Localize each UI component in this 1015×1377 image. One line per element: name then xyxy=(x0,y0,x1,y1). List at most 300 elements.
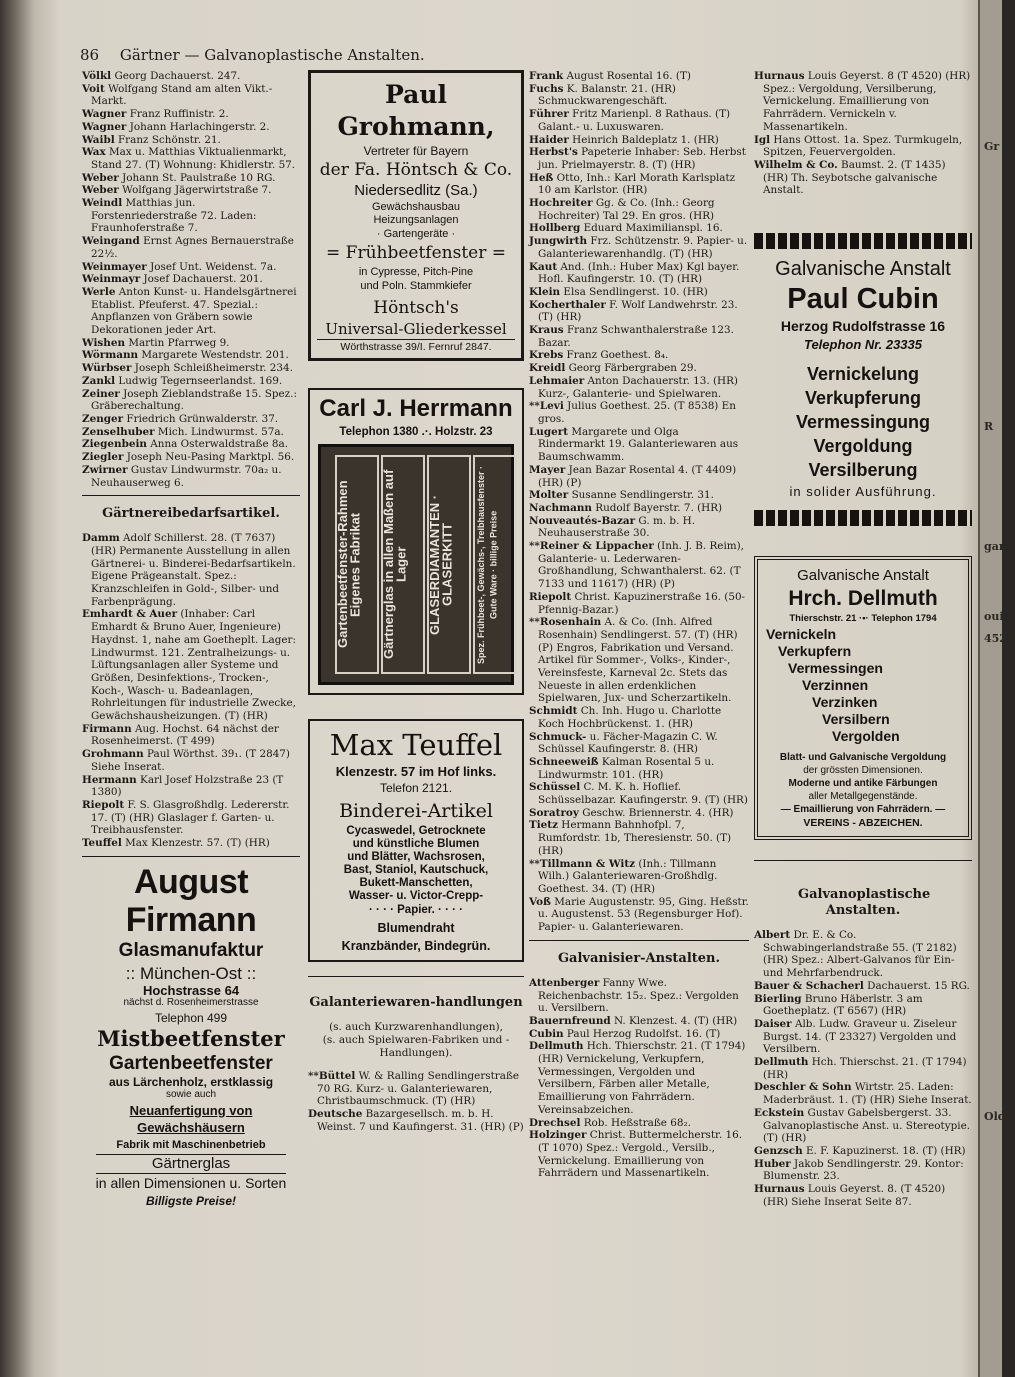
ad-title: Paul Cubin xyxy=(787,283,939,316)
directory-entry xyxy=(82,235,300,260)
entry-name: Krebs xyxy=(529,349,564,362)
directory-entry xyxy=(82,184,300,197)
entry-details: Joseph Neu-Pasing Marktpl. 56. xyxy=(123,451,295,464)
directory-entry xyxy=(754,993,972,1018)
ad-line: nächst d. Rosenheimerstrasse xyxy=(123,997,259,1009)
crate-slat: GLASERDIAMANTEN · GLASERKITT xyxy=(427,455,471,674)
ad-line: Wörthstrasse 39/I. Fernruf 2847. xyxy=(317,339,515,354)
entry-details: Franz Goethest. 8₄. xyxy=(563,349,669,362)
directory-entry xyxy=(529,591,749,616)
directory-entry xyxy=(529,807,749,820)
section-title: Gärtnereibedarfsartikel. xyxy=(102,506,280,522)
entries-list xyxy=(308,1070,524,1134)
directory-entry xyxy=(529,400,749,425)
entry-name: **Büttel xyxy=(308,1070,356,1082)
directory-entry xyxy=(754,1158,972,1183)
entry-name: **Levi xyxy=(529,400,564,413)
edge-text: ouis xyxy=(984,610,1010,623)
entry-name: Werle xyxy=(82,285,116,298)
entry-name: Mayer xyxy=(529,463,566,476)
directory-entry xyxy=(529,426,749,464)
ad-line: in solider Ausführung. xyxy=(789,484,937,500)
ad-line: Höntsch's xyxy=(373,298,459,318)
edge-text: R xyxy=(984,420,994,433)
directory-entry xyxy=(529,197,749,222)
entry-details: Fritz Marienpl. 8 Rathaus. (T) Galant.- u. Luxuswaren. xyxy=(538,108,731,133)
crate-slat: Gartenbeetfenster-Rahmen Eigenes Fabrikat xyxy=(335,455,379,674)
entry-details: Dr. E. & Co. Schwabingerlandstraße 55. (T 2182) (HR) Spez.: Albert-Galvanos für Ein- und Mehrfarbendruck. xyxy=(763,929,957,980)
ad-line: Billigste Preise! xyxy=(145,1193,237,1208)
entry-name: Wax xyxy=(82,146,106,159)
ad-line: Blatt- und Galvanische Vergoldung xyxy=(779,752,947,764)
entry-details: Margarete und Olga Rindermarkt 19. Galanteriewaren aus Baumschwamm. xyxy=(538,425,739,464)
ad-line: Verzinken xyxy=(812,694,878,711)
entry-details: Papeterie Inhaber: Seb. Herbst jun. Prielmayerstr. 8. (T) (HR) xyxy=(538,146,746,171)
directory-entry xyxy=(754,980,972,993)
entry-name: Wagner xyxy=(82,108,127,121)
directory-entry xyxy=(82,723,300,748)
directory-entry xyxy=(82,349,300,362)
column-3 xyxy=(529,70,749,1180)
entry-details: (Inhaber: Carl Emhardt & Bruno Auer, Ingenieure) Haydnst. 1, nahe am Goetheplt. Lager: Lindwurmst. 121. Zentralheizungs- u. Lüftungsanlagen aller Systeme und Größen, Desinfektions-, Trocken-, Koch-, Wasch- u. Badeanlagen, Rohrleitungen für industrielle Zwecke, Gewächshausheizungen. (T) (HR) xyxy=(91,608,297,723)
ad-line: Gartenbeetfenster xyxy=(109,1053,273,1075)
entry-name: Riepolt xyxy=(529,590,572,603)
crate-illustration xyxy=(318,444,514,685)
directory-entry xyxy=(529,222,749,235)
directory-entry xyxy=(754,134,972,159)
directory-entry xyxy=(82,799,300,837)
entry-name: Daiser xyxy=(754,1017,792,1030)
entry-details: Gustav Lindwurmstr. 70a₂ u. Neuhauserweg 6. xyxy=(91,463,282,489)
entry-name: Weindl xyxy=(82,197,123,210)
divider xyxy=(82,495,300,496)
entry-name: Emhardt & Auer xyxy=(82,608,178,621)
ad-line: = Frühbeetfenster = xyxy=(326,243,506,263)
edge-text: Gr xyxy=(984,140,1000,153)
entry-name: Dellmuth xyxy=(529,1040,584,1053)
directory-entry xyxy=(82,438,300,451)
column-2 xyxy=(308,70,524,1134)
entry-details: Ludwig Tegernseerlandst. 169. xyxy=(115,374,283,387)
entry-name: Kraus xyxy=(529,324,564,337)
entry-details: Hch. Thierschst. 21. (T 1794) (HR) xyxy=(763,1056,967,1081)
entries-list xyxy=(529,70,749,934)
entry-details: Wirtstr. 25. Laden: Maderbräust. 1. (T) (HR) Siehe Inserat. xyxy=(763,1081,972,1107)
entry-name: Jungwirth xyxy=(529,235,588,248)
entry-name: Wagner xyxy=(82,120,127,133)
entry-details: Josef Dachauerst. 201. xyxy=(140,273,263,286)
directory-entry xyxy=(529,349,749,362)
ad-teuffel xyxy=(308,719,524,962)
directory-entry xyxy=(529,1117,749,1130)
directory-entry xyxy=(82,273,300,286)
ad-line: Telephon 499 xyxy=(154,1011,228,1026)
directory-entry xyxy=(529,1015,749,1028)
directory-entry xyxy=(529,756,749,781)
directory-entry xyxy=(529,108,749,133)
entry-details: F. Wolf Landwehrstr. 23. (T) (HR) xyxy=(538,298,738,324)
entry-name: Molter xyxy=(529,489,569,502)
entry-name: Führer xyxy=(529,108,569,121)
ad-line: in Cypresse, Pitch-Pine xyxy=(358,266,474,278)
entry-name: Dellmuth xyxy=(754,1056,809,1069)
ad-title: Max Teuffel xyxy=(329,728,503,762)
entry-name: Wörmann xyxy=(82,349,139,362)
directory-entry xyxy=(529,705,749,730)
entry-details: Aug. Hochst. 64 nächst der Rosenheimerst. (T 499) xyxy=(91,722,279,748)
entry-details: Baumst. 2. (T 1435) (HR) Th. Seybotsche galvanische Anstalt. xyxy=(763,158,946,197)
entry-details: Jean Bazar Rosental 4. (T 4409) (HR) (P) xyxy=(538,463,737,489)
entry-name: Hurnaus xyxy=(754,1183,805,1196)
entry-details: Mich. Lindwurmst. 57a. xyxy=(154,425,284,438)
entry-details: Hch. Thierschstr. 21. (T 1794) (HR) Vernickelung, Verkupfern, Vermessingen, Vergolden und Versilbern, Färben aller Metalle, Emaillierung von Fahrrädern. Vereinsabzeichen. xyxy=(538,1040,746,1116)
entry-name: Soratroy xyxy=(529,806,579,819)
entry-name: Voß xyxy=(529,895,551,908)
ad-line: Herzog Rudolfstrasse 16 xyxy=(780,318,946,335)
ad-line: Blumendraht xyxy=(377,921,455,935)
directory-entry xyxy=(529,489,749,502)
directory-entry xyxy=(529,375,749,400)
page-number: 86 xyxy=(80,46,100,64)
entry-details: Franz Schwanthalerstraße 123. Bazar. xyxy=(538,324,734,349)
entry-name: Frank xyxy=(529,70,564,82)
entry-name: Albert xyxy=(754,929,791,942)
entry-details: Bazargesellsch. m. b. H. Weinst. 7 und Kaufingerst. 31. (HR) (P) xyxy=(317,1108,524,1133)
page-header xyxy=(80,46,425,64)
entry-name: Ziegenbein xyxy=(82,438,147,451)
ad-line: Glasmanufaktur xyxy=(118,939,264,961)
entry-name: Klein xyxy=(529,285,561,298)
directory-entry xyxy=(308,1108,524,1133)
entry-name: Schneeweiß xyxy=(529,755,599,768)
entry-details: Kalman Rosental 5 u. Lindwurmstr. 101. (HR) xyxy=(538,755,715,781)
ad-line: Gewächshausbau xyxy=(371,201,461,213)
entry-name: Haider xyxy=(529,133,569,146)
entry-details: Gg. & Co. (Inh.: Georg Hochreiter) Tal 29. En gros. (HR) xyxy=(538,197,715,222)
ad-line: Versilberung xyxy=(808,460,918,481)
entry-details: Jakob Sendlingerstr. 29. Kontor: Blumenstr. 23. xyxy=(763,1157,964,1183)
ad-line: Verzinnen xyxy=(802,677,869,694)
directory-entry xyxy=(529,235,749,260)
entry-details: Dachauerst. 15 RG. xyxy=(863,979,970,992)
directory-entry xyxy=(529,616,749,705)
directory-entry xyxy=(529,134,749,147)
ad-firmann xyxy=(82,863,300,1210)
entry-details: Rudolf Bayerstr. 7. (HR) xyxy=(591,501,723,514)
entry-name: Hurnaus xyxy=(754,70,805,82)
entry-name: Voit xyxy=(82,82,105,95)
running-title: Gärtner — Galvanoplastische Anstalten. xyxy=(119,46,425,64)
ad-line: Universal-Gliederkessel xyxy=(325,320,507,338)
ad-line: und Blätter, Wachsrosen, xyxy=(347,851,485,863)
entry-details: Wolfgang Jägerwirtstraße 7. xyxy=(118,184,272,197)
entry-details: Geschw. Briennerstr. 4. (HR) xyxy=(578,806,734,819)
ad-line: Heizungsanlagen xyxy=(373,214,459,226)
next-page-edge xyxy=(978,0,1015,1377)
directory-entry xyxy=(529,502,749,515)
entry-name: Cubin xyxy=(529,1027,564,1040)
ad-line: Vermessingen xyxy=(788,660,883,677)
ad-line: Galvanische Anstalt xyxy=(797,567,929,585)
entry-name: Weinmayr xyxy=(82,273,141,286)
entry-name: Zenselhuber xyxy=(82,425,155,438)
entries-list xyxy=(82,532,300,850)
entry-details: u. Fächer-Magazin C. W. Schüssel Kaufingerstr. 8. (HR) xyxy=(538,730,718,756)
entry-details: Fanny Wwe. Reichenbachstr. 15₂. Spez.: Vergolden u. Versilbern. xyxy=(538,976,739,1015)
entry-details: Christ. Kapuzinerstraße 16. (50-Pfennig-Bazar.) xyxy=(538,590,746,616)
entry-details: Otto, Inh.: Karl Morath Karlsplatz 10 am Karlstor. (HR) xyxy=(538,171,736,197)
entry-name: Weinmayer xyxy=(82,260,147,273)
entries-list xyxy=(529,977,749,1180)
directory-entry xyxy=(82,121,300,134)
entry-details: Wolfgang Stand am alten Vikt.-Markt. xyxy=(91,82,273,108)
directory-entry xyxy=(529,540,749,591)
entry-details: C. M. K. h. Hoflief. Schüsselbazar. Kaufingerstr. 9. (T) (HR) xyxy=(538,781,748,807)
ad-title: Carl J. Herrmann xyxy=(319,395,513,422)
entry-name: Teuffel xyxy=(82,837,122,850)
entry-details: Margarete Westendstr. 201. xyxy=(138,349,289,362)
directory-entry xyxy=(529,858,749,896)
directory-entry xyxy=(529,286,749,299)
divider xyxy=(754,860,972,861)
entry-name: Weber xyxy=(82,184,119,197)
ad-line: Vernickeln xyxy=(766,626,837,643)
directory-entry xyxy=(754,1018,972,1056)
directory-entry xyxy=(529,324,749,349)
ad-line: VEREINS - ABZEICHEN. xyxy=(803,817,923,830)
entry-details: Marie Augustenstr. 95, Ging. Heßstr. u. Augustenst. 53 (Regensburger Hof). Papier- u. Galanteriewaren. xyxy=(538,895,749,934)
entry-details: Georg Dachauerst. 247. xyxy=(111,70,241,82)
entry-details: Matthias jun. Forstenriederstraße 72. Laden: Fraunhoferstraße 7. xyxy=(91,197,257,235)
entries-list xyxy=(754,70,972,197)
entry-name: Damm xyxy=(82,532,120,545)
entry-name: Deschler & Sohn xyxy=(754,1081,852,1094)
entry-details: Karl Josef Holzstraße 23 (T 1380) xyxy=(91,773,284,799)
entry-name: Eckstein xyxy=(754,1106,805,1119)
directory-entry xyxy=(529,819,749,857)
entry-details: Joseph Zieblandstraße 15. Spez.: Gräberechaltung. xyxy=(91,387,297,413)
entry-details: W. & Ralling Sendlingerstraße 70 RG. Kurz- u. Galanteriewaren, Christbaumschmuck. (T) (HR) xyxy=(317,1070,520,1108)
entry-details: Eduard Maximilianspl. 16. xyxy=(580,222,723,235)
entry-name: Waibl xyxy=(82,133,115,146)
directory-entry xyxy=(529,1129,749,1180)
section-title: Galanteriewaren-handlungen xyxy=(309,995,523,1010)
entry-name: Deutsche xyxy=(308,1108,363,1121)
directory-entry xyxy=(82,837,300,850)
entry-details: Frz. Schützenstr. 9. Papier- u. Galanteriewarenhandlg. (T) (HR) xyxy=(538,235,748,260)
entry-name: Igl xyxy=(754,133,771,146)
column-4 xyxy=(754,70,972,1209)
directory-entry xyxy=(529,1040,749,1116)
directory-entry xyxy=(754,159,972,197)
entry-name: Bauer & Schacherl xyxy=(754,979,864,992)
entry-name: Wishen xyxy=(82,336,126,349)
entry-name: **Reiner & Lippacher xyxy=(529,540,654,553)
directory-entry xyxy=(308,1070,524,1108)
entry-details: (Inh. J. B. Reim), Galanterie- u. Lederwaren-Großhandlung, Schwanthalerst. 62. (T 7133 und 11617) (HR) (P) xyxy=(538,540,744,591)
entry-name: Schüssel xyxy=(529,781,581,794)
entry-details: Alb. Ludw. Graveur u. Ziseleur Burgst. 14. (T 23327) Vergolden und Versilbern. xyxy=(763,1017,957,1056)
directory-entry xyxy=(754,1081,972,1106)
ad-line: · · · · Papier. · · · · xyxy=(369,904,463,916)
ad-cubin xyxy=(754,233,972,526)
entry-name: Nachmann xyxy=(529,501,592,514)
section-title: Galvanoplastische Anstalten. xyxy=(798,887,931,919)
entry-details: Max Klenzestr. 57. (T) (HR) xyxy=(121,837,270,850)
directory-entry xyxy=(529,172,749,197)
crate-slat: Gärtnerglas in allen Maßen auf Lager xyxy=(381,455,425,674)
directory-entry xyxy=(82,375,300,388)
directory-entry xyxy=(529,731,749,756)
entry-name: Ziegler xyxy=(82,451,124,464)
directory-entry xyxy=(82,426,300,439)
ad-line: — Emaillierung von Fahrrädern. — xyxy=(780,804,946,816)
entry-details: Heinrich Baldeplatz 1. (HR) xyxy=(568,133,719,146)
ad-line: aller Metallgegenstände. xyxy=(808,791,918,803)
entry-details: Georg Färbergraben 29. xyxy=(565,362,697,375)
entry-name: Hochreiter xyxy=(529,197,593,210)
entry-details: N. Klenzest. 4. (T) (HR) xyxy=(610,1014,738,1027)
directory-entry xyxy=(529,70,749,83)
entry-name: Firmann xyxy=(82,722,132,735)
directory-entry xyxy=(82,83,300,108)
entry-details: Elsa Sendlingerst. 10. (HR) xyxy=(560,285,708,298)
ad-line: Klenzestr. 57 im Hof links. xyxy=(335,764,497,779)
ad-line: Vergoldung xyxy=(813,436,913,457)
entry-name: Schmuck- xyxy=(529,730,587,743)
checker-border xyxy=(754,510,972,526)
entry-details: Friedrich Grünwalderstr. 37. xyxy=(123,412,279,425)
entry-name: Heß xyxy=(529,171,554,184)
directory-entry xyxy=(82,197,300,235)
ad-line: Kranzbänder, Bindegrün. xyxy=(341,939,491,953)
directory-entry xyxy=(82,261,300,274)
entry-name: Hermann xyxy=(82,773,137,786)
directory-entry xyxy=(529,261,749,286)
entry-details: Louis Geyerst. 8 (T 4520) (HR) Spez.: Vergoldung, Versilberung, Vernickelung. Emaillierung von Fahrrädern. Vernickeln v. Massenartikeln. xyxy=(763,70,971,133)
ad-line: Verkupfern xyxy=(778,643,852,660)
entry-details: Paul Wörthst. 39₁. (T 2847) Siehe Inserat. xyxy=(91,748,290,773)
edge-text: 4520 xyxy=(984,632,1015,645)
entry-details: Bruno Häberlstr. 3 am Goetheplatz. (T 6567) (HR) xyxy=(763,992,923,1018)
entry-name: Völkl xyxy=(82,70,112,82)
directory-entry xyxy=(529,362,749,375)
ad-line: Versilbern xyxy=(822,711,890,728)
entry-name: Genzsch xyxy=(754,1144,803,1157)
ad-line: Bukett-Manschetten, xyxy=(359,877,473,889)
directory-entry xyxy=(529,299,749,324)
directory-entry xyxy=(529,146,749,171)
directory-entry xyxy=(82,388,300,413)
entry-details: Anna Osterwaldstraße 8a. xyxy=(146,438,289,451)
entry-name: Hollberg xyxy=(529,222,581,235)
entry-details: Anton Kunst- u. Handelsgärtnerei Etablist. Pfeuferst. 47. Spezial.: Anpflanzen von Gräbern sowie Dekorationen jeder Art. xyxy=(91,285,297,337)
ad-body xyxy=(754,251,972,508)
ad-title: August Firmann xyxy=(125,862,257,939)
ad-line: und künstliche Blumen xyxy=(352,838,480,850)
section-title: Galvanisier-Anstalten. xyxy=(557,950,721,966)
directory-entry xyxy=(82,134,300,147)
directory-entry xyxy=(82,146,300,171)
entry-name: Kaut xyxy=(529,260,558,273)
ad-line: Galvanische Anstalt xyxy=(775,258,951,281)
entry-name: Nouveautés-Bazar xyxy=(529,514,636,527)
edge-text: Old xyxy=(984,1110,1006,1123)
entry-name: **Tillmann & Witz xyxy=(529,857,636,870)
entry-details: Hermann Bahnhofpl. 7, Rumfordstr. 1b, Theresienstr. 50. (T) (HR) xyxy=(538,819,732,857)
ad-line: der Fa. Höntsch & Co. xyxy=(319,160,513,180)
ad-line: Vergolden xyxy=(832,728,900,745)
edge-text: gar xyxy=(984,540,1005,553)
entry-details: Louis Geyerst. 8. (T 4520) (HR) Siehe Inserat Seite 87. xyxy=(763,1183,946,1208)
divider xyxy=(529,940,749,941)
entry-details: Gustav Gabelsbergerst. 33. Galvanoplastische Anst. u. Stereotypie. (T) (HR) xyxy=(763,1106,971,1145)
entry-details: G. m. b. H. Neuhauserstraße 30. xyxy=(538,514,696,540)
ad-line: Niedersedlitz (Sa.) xyxy=(354,182,478,199)
entry-details: Hans Ottost. 1a. Spez. Turmkugeln, Spitzen, Feuervergolden. xyxy=(763,133,963,159)
entry-details: Joseph Schleißheimerstr. 234. xyxy=(131,362,293,375)
directory-entry xyxy=(82,362,300,375)
directory-entry xyxy=(82,70,300,83)
directory-entry xyxy=(82,464,300,489)
entry-name: Drechsel xyxy=(529,1116,581,1129)
entry-details: E. F. Kapuzinerst. 18. (T) (HR) xyxy=(802,1144,966,1157)
ad-line: Neuanfertigung von Gewächshäusern xyxy=(129,1102,253,1135)
reference-note: (s. auch Kurzwarenhandlungen), xyxy=(329,1021,503,1033)
entry-name: Weber xyxy=(82,171,119,184)
entry-name: Lugert xyxy=(529,425,569,438)
entry-details: Paul Herzog Rudolfst. 16. (T) xyxy=(563,1027,721,1040)
entry-name: Zwirner xyxy=(82,463,128,476)
ad-line: in allen Dimensionen u. Sorten xyxy=(95,1174,287,1191)
ad-line: Cycaswedel, Getrocknete xyxy=(346,825,486,837)
directory-entry xyxy=(754,1183,972,1208)
ad-line: :: München-Ost :: xyxy=(125,963,257,983)
directory-entry xyxy=(82,337,300,350)
directory-entry xyxy=(754,929,972,980)
ad-line: Vertreter für Bayern xyxy=(363,144,469,158)
entry-name: Zankl xyxy=(82,374,116,387)
directory-entry xyxy=(754,1056,972,1081)
ad-line: Binderei-Artikel xyxy=(339,800,493,822)
divider xyxy=(82,856,300,857)
ad-dellmuth xyxy=(754,556,972,840)
entries-list xyxy=(82,70,300,489)
ad-line: Vermessingung xyxy=(795,412,931,433)
ad-line: der grössten Dimensionen. xyxy=(803,765,923,777)
entry-name: Bierling xyxy=(754,992,802,1005)
ad-line: sowie auch xyxy=(165,1088,217,1100)
directory-entry xyxy=(529,83,749,108)
ad-line: Mistbeetfenster xyxy=(97,1026,285,1052)
entry-name: **Rosenhain xyxy=(529,616,602,629)
reference-note: (s. auch Spielwaren-Fabriken und -Handlungen). xyxy=(322,1034,510,1059)
entry-name: Tietz xyxy=(529,819,558,832)
directory-entry xyxy=(529,781,749,806)
ad-line: Hochstrasse 64 xyxy=(142,982,240,998)
entry-details: K. Balanstr. 21. (HR) Schmuckwarengeschäft. xyxy=(538,82,676,108)
entry-name: Holzinger xyxy=(529,1129,587,1142)
ad-herrmann xyxy=(308,388,524,695)
ad-line: Moderne und antike Färbungen xyxy=(788,778,938,790)
entry-name: Herbst's xyxy=(529,146,578,159)
entry-details: And. (Inh.: Huber Max) Kgl bayer. Hofl. Kaufingerstr. 10. (T) (HR) xyxy=(538,260,740,286)
column-1 xyxy=(82,70,300,1210)
entry-details: Josef Unt. Weidenst. 7a. xyxy=(146,260,277,273)
entry-details: Adolf Schillerst. 28. (T 7637) (HR) Permanente Ausstellung in allen Gärtnerei- u. Binderei-Bedarfsartikeln. Eigene Prägeanstalt. Spez.: Kranzschleifen in Gold-, Silber- und Farbenprägung. xyxy=(91,532,296,608)
entry-details: Max u. Matthias Viktualienmarkt, Stand 27. (T) Wohnung: Khidlerstr. 57. xyxy=(91,146,296,171)
entry-name: Weingand xyxy=(82,235,140,248)
